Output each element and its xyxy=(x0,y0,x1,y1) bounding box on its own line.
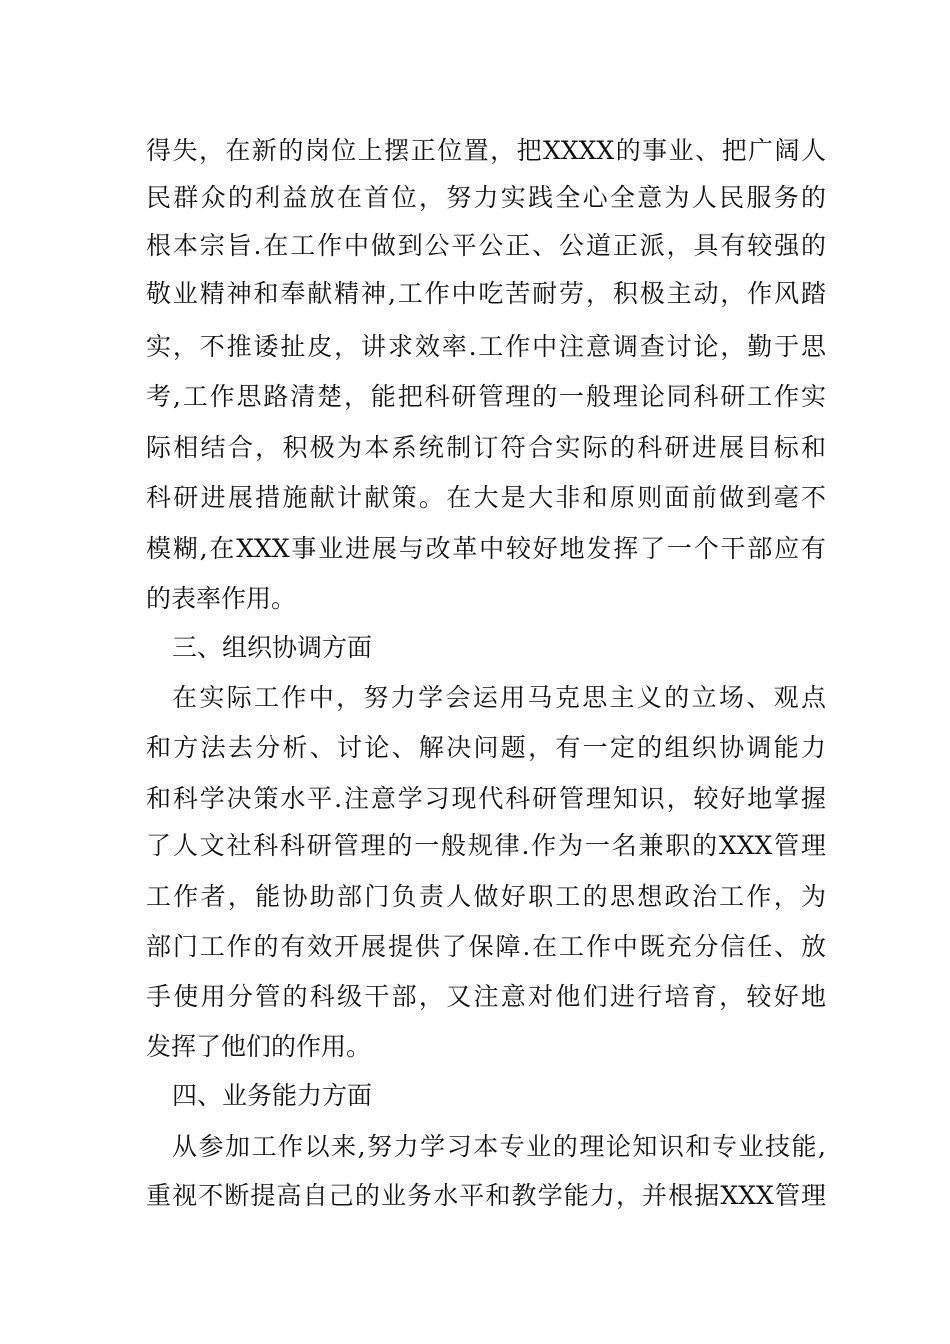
text-line: 科研进展措施献计献策。在大是大非和原则面前做到毫不 xyxy=(146,483,826,512)
text-line: 和科学决策水平.注意学习现代科研管理知识，较好地掌握 xyxy=(146,784,826,813)
text-line: 重视不断提高自己的业务水平和教学能力，并根据XXX管理 xyxy=(146,1181,826,1210)
section-heading: 三、组织协调方面 xyxy=(172,633,373,662)
text-line: 的表率作用。 xyxy=(146,584,297,613)
text-line: 民群众的利益放在首位，努力实践全心全意为人民服务的 xyxy=(146,183,826,212)
text-line: 模糊,在XXX事业进展与改革中较好地发挥了一个干部应有 xyxy=(146,534,826,563)
text-line: 际相结合，积极为本系统制订符合实际的科研进展目标和 xyxy=(146,433,826,462)
text-line: 敬业精神和奉献精神,工作中吃苦耐劳，积极主动，作风踏 xyxy=(146,279,826,308)
text-line: 部门工作的有效开展提供了保障.在工作中既充分信任、放 xyxy=(146,932,826,961)
text-line: 实，不推诿扯皮，讲求效率.工作中注意调查讨论，勤于思 xyxy=(146,332,826,361)
text-line: 在实际工作中，努力学会运用马克思主义的立场、观点 xyxy=(172,683,826,712)
text-line: 得失，在新的岗位上摆正位置，把XXXX的事业、把广阔人 xyxy=(146,136,826,165)
text-line: 考,工作思路清楚，能把科研管理的一般理论同科研工作实 xyxy=(146,382,826,411)
text-line: 工作者，能协助部门负责人做好职工的思想政治工作，为 xyxy=(146,882,826,911)
text-line: 从参加工作以来,努力学习本专业的理论知识和专业技能, xyxy=(172,1132,826,1161)
text-line: 发挥了他们的作用。 xyxy=(146,1032,372,1061)
section-heading: 四、业务能力方面 xyxy=(172,1081,373,1110)
text-line: 手使用分管的科级干部，又注意对他们进行培育，较好地 xyxy=(146,982,826,1011)
text-line: 了人文社科科研管理的一般规律.作为一名兼职的XXX管理 xyxy=(146,831,826,860)
text-line: 根本宗旨.在工作中做到公平公正、公道正派，具有较强的 xyxy=(146,231,826,260)
text-line: 和方法去分析、讨论、解决问题，有一定的组织协调能力 xyxy=(146,733,826,762)
